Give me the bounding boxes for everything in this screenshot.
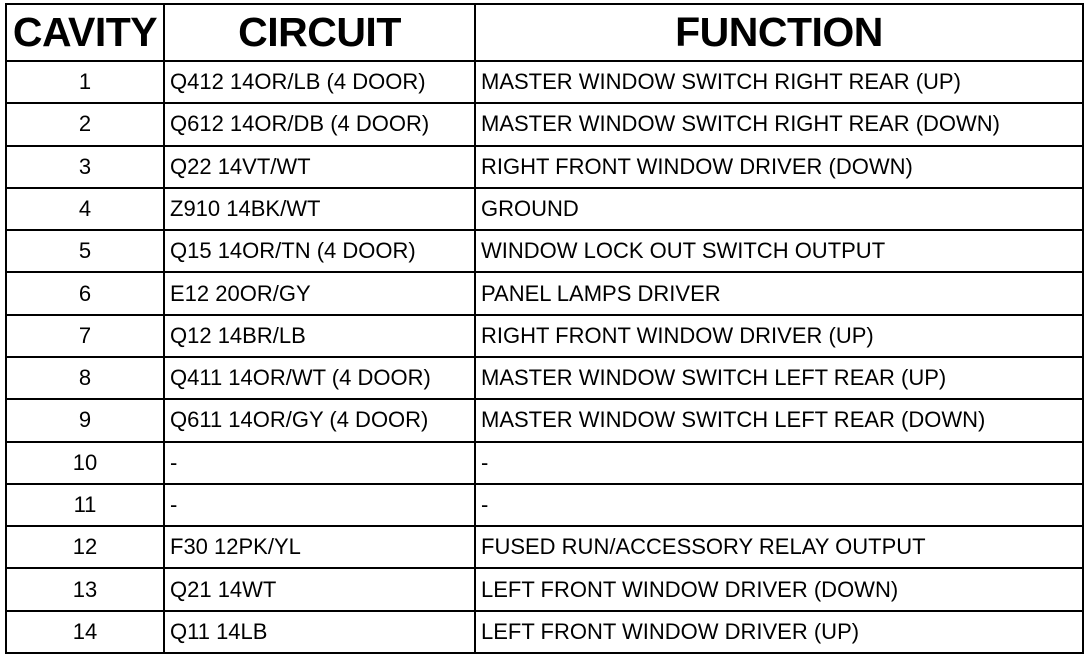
table-row — [6, 357, 1083, 399]
circuit-cell: E12 20OR/GY — [164, 272, 475, 314]
function-cell: MASTER WINDOW SWITCH RIGHT REAR (DOWN) — [475, 103, 1083, 145]
circuit-cell: Q15 14OR/TN (4 DOOR) — [164, 230, 475, 272]
table-row — [6, 611, 1083, 653]
circuit-cell: Q612 14OR/DB (4 DOOR) — [164, 103, 475, 145]
function-cell: - — [475, 484, 1083, 526]
cavity-cell: 2 — [6, 103, 164, 145]
cavity-cell: 5 — [6, 230, 164, 272]
function-cell: MASTER WINDOW SWITCH RIGHT REAR (UP) — [475, 61, 1083, 103]
cavity-cell: 6 — [6, 272, 164, 314]
circuit-cell: Q21 14WT — [164, 568, 475, 610]
table-row — [6, 568, 1083, 610]
connector-pinout-table — [5, 3, 1084, 654]
cavity-cell: 11 — [6, 484, 164, 526]
table-row — [6, 315, 1083, 357]
circuit-cell: F30 12PK/YL — [164, 526, 475, 568]
circuit-cell: Q11 14LB — [164, 611, 475, 653]
function-cell: MASTER WINDOW SWITCH LEFT REAR (UP) — [475, 357, 1083, 399]
cavity-cell: 9 — [6, 399, 164, 441]
cavity-cell: 10 — [6, 442, 164, 484]
function-cell: RIGHT FRONT WINDOW DRIVER (UP) — [475, 315, 1083, 357]
table-row — [6, 230, 1083, 272]
table-row — [6, 146, 1083, 188]
cavity-cell: 3 — [6, 146, 164, 188]
function-cell: FUSED RUN/ACCESSORY RELAY OUTPUT — [475, 526, 1083, 568]
circuit-cell: Q412 14OR/LB (4 DOOR) — [164, 61, 475, 103]
cavity-cell: 14 — [6, 611, 164, 653]
function-cell: MASTER WINDOW SWITCH LEFT REAR (DOWN) — [475, 399, 1083, 441]
circuit-cell: Q411 14OR/WT (4 DOOR) — [164, 357, 475, 399]
cavity-cell: 13 — [6, 568, 164, 610]
function-cell: PANEL LAMPS DRIVER — [475, 272, 1083, 314]
cavity-cell: 4 — [6, 188, 164, 230]
circuit-cell: Q22 14VT/WT — [164, 146, 475, 188]
table-row — [6, 442, 1083, 484]
circuit-cell: Q12 14BR/LB — [164, 315, 475, 357]
table-row — [6, 399, 1083, 441]
circuit-cell: - — [164, 442, 475, 484]
cavity-cell: 1 — [6, 61, 164, 103]
cavity-cell: 12 — [6, 526, 164, 568]
cavity-cell: 7 — [6, 315, 164, 357]
table-row — [6, 103, 1083, 145]
function-cell: LEFT FRONT WINDOW DRIVER (UP) — [475, 611, 1083, 653]
function-cell: - — [475, 442, 1083, 484]
function-cell: GROUND — [475, 188, 1083, 230]
cavity-cell: 8 — [6, 357, 164, 399]
table-row — [6, 188, 1083, 230]
table-row — [6, 61, 1083, 103]
table-row — [6, 526, 1083, 568]
circuit-cell: Q611 14OR/GY (4 DOOR) — [164, 399, 475, 441]
header-cavity: CAVITY — [6, 4, 164, 61]
circuit-cell: Z910 14BK/WT — [164, 188, 475, 230]
circuit-cell: - — [164, 484, 475, 526]
function-cell: WINDOW LOCK OUT SWITCH OUTPUT — [475, 230, 1083, 272]
function-cell: LEFT FRONT WINDOW DRIVER (DOWN) — [475, 568, 1083, 610]
header-circuit: CIRCUIT — [164, 4, 475, 61]
table-row — [6, 484, 1083, 526]
function-cell: RIGHT FRONT WINDOW DRIVER (DOWN) — [475, 146, 1083, 188]
table-row — [6, 272, 1083, 314]
header-function: FUNCTION — [475, 4, 1083, 61]
table-header-row — [6, 4, 1083, 61]
